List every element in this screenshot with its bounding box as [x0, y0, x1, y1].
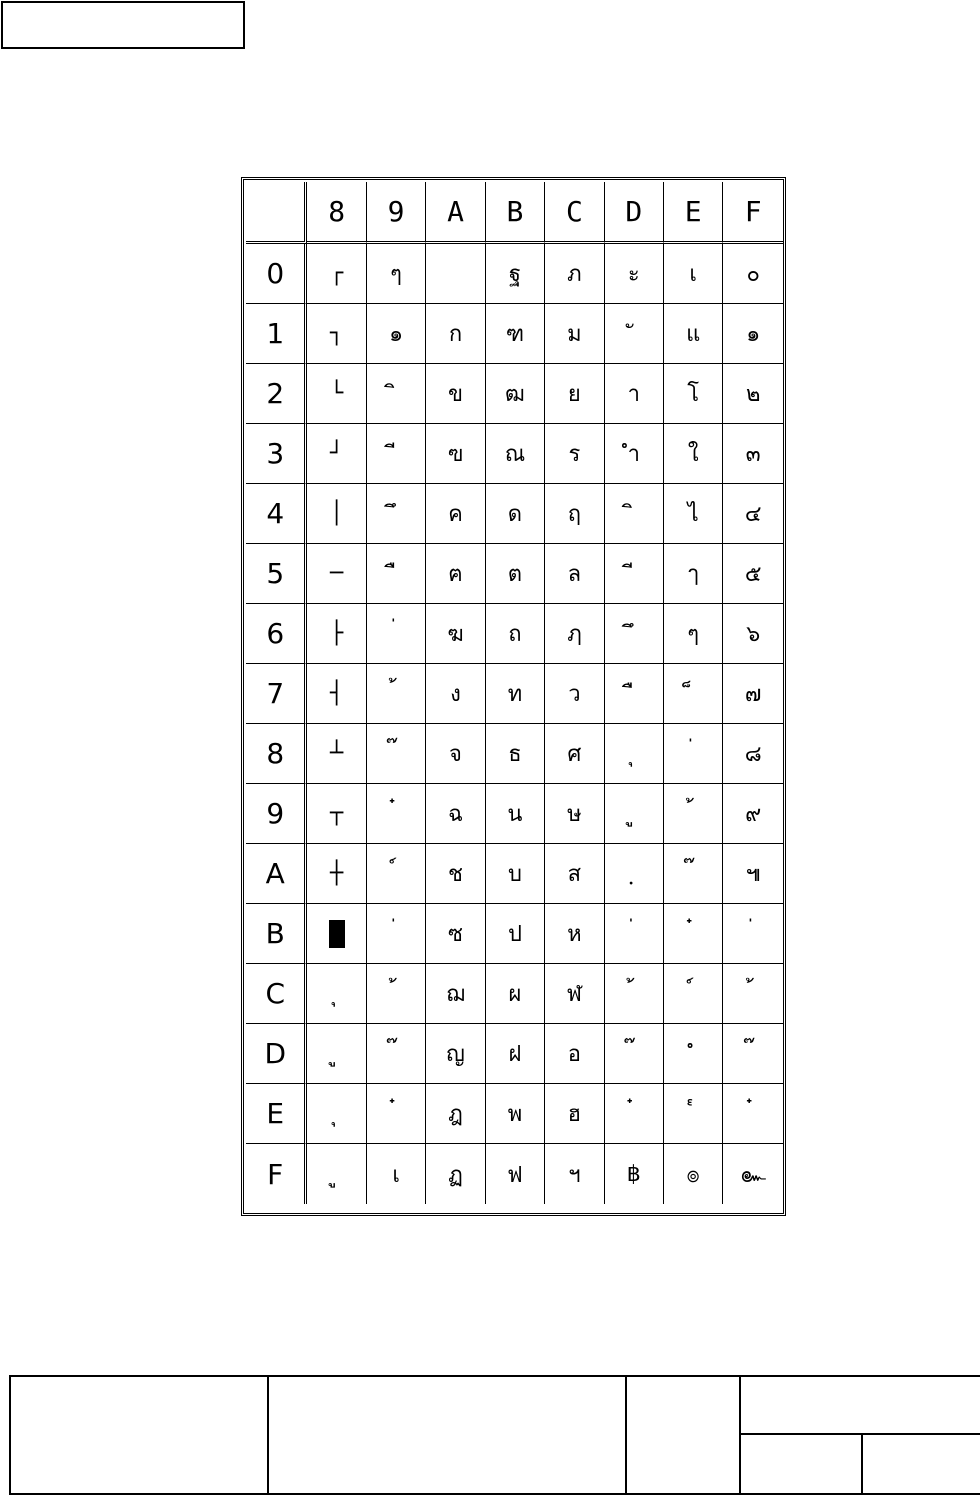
- column-header: B: [486, 182, 545, 244]
- character-cell: [605, 844, 664, 904]
- character-cell: ๐: [723, 244, 783, 304]
- character-cell: า: [605, 364, 664, 424]
- table-row: [246, 664, 783, 724]
- character-cell: [307, 1084, 366, 1144]
- character-cell: [664, 964, 723, 1024]
- character-cell: ข: [426, 364, 485, 424]
- character-cell: ฌ: [426, 964, 485, 1024]
- character-cell: ฎ: [426, 1084, 485, 1144]
- character-cell: ─: [307, 544, 366, 604]
- character-cell: ฦ: [545, 604, 604, 664]
- character-cell: เ: [664, 244, 723, 304]
- table-row: [246, 364, 783, 424]
- table-row: [246, 604, 783, 664]
- character-cell: ฒ: [486, 364, 545, 424]
- character-cell: ๔: [723, 484, 783, 544]
- character-cell: ต: [486, 544, 545, 604]
- column-header: 9: [367, 182, 426, 244]
- character-cell: ณ: [486, 424, 545, 484]
- character-cell: ๏: [664, 1144, 723, 1204]
- character-cell: ┴: [307, 724, 366, 784]
- title-block-cell: [861, 1435, 980, 1495]
- character-cell: ใ: [664, 424, 723, 484]
- row-header: C: [246, 964, 307, 1024]
- character-cell: ด: [486, 484, 545, 544]
- character-cell: [367, 1084, 426, 1144]
- character-cell: [723, 964, 783, 1024]
- character-cell: [723, 1024, 783, 1084]
- character-cell: ┌: [307, 244, 366, 304]
- table-row: [246, 424, 783, 484]
- solid-block-glyph: [329, 920, 345, 948]
- character-cell: ำ: [605, 424, 664, 484]
- table-row: [246, 304, 783, 364]
- row-header: 2: [246, 364, 307, 424]
- character-cell: [605, 664, 664, 724]
- character-cell: [367, 784, 426, 844]
- column-header: F: [723, 182, 783, 244]
- character-cell: ๆ: [664, 604, 723, 664]
- character-cell: ๒: [723, 364, 783, 424]
- character-cell: ม: [545, 304, 604, 364]
- character-cell: [605, 784, 664, 844]
- character-cell: ๛: [740, 1162, 766, 1188]
- character-cell: ๑: [723, 304, 783, 364]
- column-header: E: [664, 182, 723, 244]
- character-cell: ธ: [486, 724, 545, 784]
- character-cell: ล: [545, 544, 604, 604]
- character-cell: [605, 304, 664, 364]
- character-cell: ┼: [307, 844, 366, 904]
- character-cell: ๅ: [664, 544, 723, 604]
- character-cell: ษ: [545, 784, 604, 844]
- character-cell: แ: [664, 304, 723, 364]
- character-cell: [367, 1024, 426, 1084]
- character-cell: พ: [486, 1084, 545, 1144]
- row-header: 6: [246, 604, 307, 664]
- character-cell: ├: [307, 604, 366, 664]
- character-cell: อ: [545, 1024, 604, 1084]
- character-cell: [367, 904, 426, 964]
- character-cell: ป: [486, 904, 545, 964]
- title-block: [9, 1375, 980, 1495]
- row-header: 9: [246, 784, 307, 844]
- character-cell: [367, 604, 426, 664]
- character-cell: [367, 964, 426, 1024]
- character-cell: ๖: [723, 604, 783, 664]
- character-cell: [367, 544, 426, 604]
- title-block-cell: [267, 1377, 625, 1495]
- character-cell: [664, 1084, 723, 1144]
- table-corner: [246, 182, 307, 244]
- character-cell: ส: [545, 844, 604, 904]
- character-cell: [605, 1084, 664, 1144]
- row-header: 4: [246, 484, 307, 544]
- character-cell: ร: [545, 424, 604, 484]
- character-cell: ฮ: [545, 1084, 604, 1144]
- table-row: [246, 784, 783, 844]
- character-cell: ง: [426, 664, 485, 724]
- character-cell: ฅ: [426, 544, 485, 604]
- column-header: C: [545, 182, 604, 244]
- character-cell: ฐ: [486, 244, 545, 304]
- character-cell: [664, 724, 723, 784]
- character-cell: [664, 1024, 723, 1084]
- character-cell: ภ: [545, 244, 604, 304]
- row-header: D: [246, 1024, 307, 1084]
- character-cell: [605, 904, 664, 964]
- character-cell: ฤ: [545, 484, 604, 544]
- table-row: [246, 964, 783, 1024]
- table-row: [246, 1084, 783, 1144]
- character-cell: ถ: [486, 604, 545, 664]
- character-cell: ฿: [605, 1144, 664, 1204]
- character-cell: ศ: [545, 724, 604, 784]
- character-cell: [426, 244, 485, 304]
- character-cell: [367, 844, 426, 904]
- table-row: [246, 1024, 783, 1084]
- character-cell: [605, 1024, 664, 1084]
- character-cell: ซ: [426, 904, 485, 964]
- character-cell: ฬ: [545, 964, 604, 1024]
- row-header: 0: [246, 244, 307, 304]
- character-cell: ย: [545, 364, 604, 424]
- character-cell: ฝ: [486, 1024, 545, 1084]
- character-cell: [367, 724, 426, 784]
- character-cell: └: [307, 364, 366, 424]
- character-cell: [605, 544, 664, 604]
- character-cell: [605, 964, 664, 1024]
- row-header: 8: [246, 724, 307, 784]
- row-header: F: [246, 1144, 307, 1204]
- character-cell: ┘: [307, 424, 366, 484]
- character-cell: น: [486, 784, 545, 844]
- row-header: 1: [246, 304, 307, 364]
- character-cell: ฉ: [426, 784, 485, 844]
- row-header: E: [246, 1084, 307, 1144]
- row-header: B: [246, 904, 307, 964]
- column-header: A: [426, 182, 485, 244]
- character-cell: ๑: [367, 304, 426, 364]
- character-cell: ฑ: [486, 304, 545, 364]
- stamp-box: [1, 1, 245, 49]
- character-cell: ๙: [723, 784, 783, 844]
- character-cell: ห: [545, 904, 604, 964]
- column-header: 8: [307, 182, 366, 244]
- character-cell: จ: [426, 724, 485, 784]
- table-row: [246, 1144, 783, 1204]
- character-cell: ๆ: [367, 244, 426, 304]
- character-cell: เ: [367, 1144, 426, 1204]
- character-cell: ค: [426, 484, 485, 544]
- character-cell: ไ: [664, 484, 723, 544]
- character-cell: ะ: [605, 244, 664, 304]
- character-cell: ┐: [307, 304, 366, 364]
- character-cell: ๗: [723, 664, 783, 724]
- character-cell: [664, 664, 723, 724]
- character-cell: ┬: [307, 784, 366, 844]
- character-cell: [307, 1144, 366, 1204]
- character-cell: [605, 724, 664, 784]
- table-row: [246, 904, 783, 964]
- table-row: [246, 844, 783, 904]
- character-cell: ฏ: [426, 1144, 485, 1204]
- character-cell: ฆ: [426, 604, 485, 664]
- character-cell: │: [307, 484, 366, 544]
- row-header: 3: [246, 424, 307, 484]
- character-cell: ผ: [486, 964, 545, 1024]
- character-cell: ┤: [307, 664, 366, 724]
- character-cell: [723, 904, 783, 964]
- character-cell: [664, 904, 723, 964]
- character-cell: [664, 784, 723, 844]
- character-cell: ๓: [723, 424, 783, 484]
- character-cell: [367, 424, 426, 484]
- character-cell: [367, 364, 426, 424]
- title-block-cell: [739, 1377, 980, 1435]
- table-row: [246, 544, 783, 604]
- character-cell: ๚: [723, 844, 783, 904]
- character-cell: ก: [426, 304, 485, 364]
- character-cell: [307, 904, 366, 964]
- character-cell: ท: [486, 664, 545, 724]
- character-cell: [307, 964, 366, 1024]
- title-block-cell: [739, 1435, 861, 1495]
- character-cell: [367, 484, 426, 544]
- character-cell: ฯ: [545, 1144, 604, 1204]
- table-row: [246, 244, 783, 304]
- table-row: [246, 724, 783, 784]
- character-cell: [605, 604, 664, 664]
- code-table-grid: [246, 182, 783, 1204]
- character-cell: บ: [486, 844, 545, 904]
- character-cell: ว: [545, 664, 604, 724]
- character-cell: [723, 1084, 783, 1144]
- character-cell: [664, 844, 723, 904]
- character-cell: [307, 1024, 366, 1084]
- character-cell: ญ: [426, 1024, 485, 1084]
- row-header: A: [246, 844, 307, 904]
- character-cell: [367, 664, 426, 724]
- character-cell: ฟ: [486, 1144, 545, 1204]
- character-code-table: [241, 177, 786, 1216]
- row-header: 7: [246, 664, 307, 724]
- character-cell: โ: [664, 364, 723, 424]
- character-cell: ๕: [723, 544, 783, 604]
- table-row: [246, 484, 783, 544]
- character-cell: ๘: [723, 724, 783, 784]
- character-cell: [605, 484, 664, 544]
- column-header: D: [605, 182, 664, 244]
- character-cell: ช: [426, 844, 485, 904]
- title-block-cell: [625, 1377, 739, 1495]
- row-header: 5: [246, 544, 307, 604]
- character-cell: ฃ: [426, 424, 485, 484]
